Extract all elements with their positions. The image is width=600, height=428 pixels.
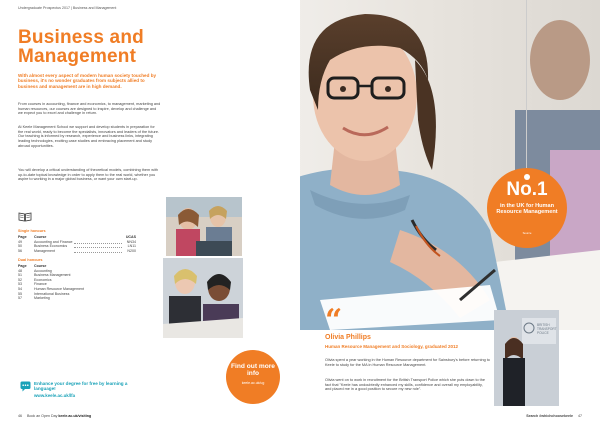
page-title-line-1: Business and xyxy=(18,27,144,48)
students-desk-photo xyxy=(166,197,242,256)
row-ucas: N200 xyxy=(127,248,136,253)
page-title-line-2: Management xyxy=(18,46,137,67)
row-page: 54 xyxy=(18,286,22,291)
row-page: 51 xyxy=(18,273,22,278)
page-number-right: 47 xyxy=(578,414,582,418)
row-course: Management xyxy=(34,248,55,253)
header-course: Course xyxy=(34,264,47,268)
row-course: Accounting xyxy=(34,268,52,273)
row-page: 53 xyxy=(18,282,22,287)
dot-leader xyxy=(74,252,122,253)
row-ucas: LN11 xyxy=(127,244,136,249)
ranking-source: Source xyxy=(522,231,532,235)
row-course: International Business xyxy=(34,291,70,296)
ranking-badge xyxy=(487,168,567,248)
search-hashtag: Search #whichchoosekeele xyxy=(526,414,573,418)
olivia-photo xyxy=(494,310,559,406)
row-course: Business Economics xyxy=(34,244,68,249)
row-page: 57 xyxy=(18,296,22,301)
row-course: Economics xyxy=(34,277,52,282)
intro-text: With almost every aspect of modern human society touched by business, it's no wonder graduates from subjects allied to business and management are in high demand. xyxy=(18,73,157,89)
profile-role: Human Resource Management and Sociology, graduated 2012 xyxy=(325,344,458,349)
page-title xyxy=(18,28,144,66)
row-course: Marketing xyxy=(34,296,50,301)
profile-paragraph-1: Olivia spent a year working in the Human Resource department for Sainsbury's before returning to Keele to study for the MA in Human Resource Management. xyxy=(325,358,490,367)
profile-paragraph-2: Olivia went on to work in recruitment for the British Transport Police which she puts down to the fact that "Keele has undoubtedly enhanced my skills, confidence and overall my employability, and placed me in a good position to secure my new role". xyxy=(325,378,485,392)
table-row xyxy=(18,296,136,301)
footer-right xyxy=(526,414,582,418)
students-desk-photo-art xyxy=(166,197,242,256)
row-page: 55 xyxy=(18,291,22,296)
single-honours-label: Single honours xyxy=(18,229,46,233)
two-women-photo-art xyxy=(163,258,243,338)
row-course: Human Resource Management xyxy=(34,286,84,291)
page-number-left: 46 xyxy=(18,414,22,418)
language-promo-link[interactable]: www.keele.ac.uk/lfa xyxy=(34,393,76,398)
ranking-text: in the UK for Human Resource Management xyxy=(496,203,558,216)
body-paragraph-3: You will develop a critical understanding of theoretical models, combining them with up-to-date topical knowledge in order to apply them to the real world, whether you aspire to working in a major global business, or want your own start-up. xyxy=(18,168,158,182)
header-page: Page xyxy=(18,264,27,268)
row-page: 56 xyxy=(18,248,22,253)
row-page: 48 xyxy=(18,268,22,273)
two-women-photo xyxy=(163,258,243,338)
svg-text:TRANSPORT: TRANSPORT xyxy=(537,327,557,331)
table-row xyxy=(18,249,136,254)
single-honours-table xyxy=(18,235,136,253)
row-page: 52 xyxy=(18,277,22,282)
profile-name: Olivia Phillips xyxy=(325,334,371,341)
footer-left xyxy=(18,414,91,418)
ranking-number: No.1 xyxy=(506,179,548,200)
open-book-icon xyxy=(18,212,32,222)
row-course: Business Management xyxy=(34,273,71,278)
olivia-photo-art xyxy=(494,310,559,406)
row-page: 50 xyxy=(18,244,22,249)
body-paragraph-2: At Keele Management School we support and develop students in preparation for the real world, ready to become the specialists, innovators and leaders of the future. Our teaching is informed by research, experience and business links, integrating leading technologies, exciting case studies and embracing placement and study abroad opportunities. xyxy=(18,125,159,148)
dual-honours-label: Dual honours xyxy=(18,258,43,262)
header-page: Page xyxy=(18,235,27,239)
dual-honours-table xyxy=(18,264,136,301)
row-ucas: NN34 xyxy=(126,239,136,244)
row-page: 49 xyxy=(18,239,22,244)
quote-icon: “ xyxy=(325,303,343,338)
find-out-more-badge[interactable] xyxy=(226,350,280,404)
badge-string xyxy=(526,0,527,180)
svg-text:BRITISH: BRITISH xyxy=(537,323,550,327)
body-paragraph-1: From courses in accounting, finance and economics, to management, marketing and human resources, our courses are designed to inspire, develop and challenge and we expect you to excel and challenge in return. xyxy=(18,102,161,116)
find-out-more-link[interactable]: keele.ac.uk/ug xyxy=(241,381,265,385)
running-header: Undergraduate Prospectus 2017 | Business and Management xyxy=(18,6,117,10)
language-promo-text: Enhance your degree for free by learning a language! xyxy=(34,381,128,392)
speech-bubble-icon xyxy=(20,381,31,392)
open-day-link[interactable]: keele.ac.uk/visiting xyxy=(58,414,92,418)
open-day-text: Book an Open Day xyxy=(27,414,58,418)
svg-text:POLICE: POLICE xyxy=(537,331,549,335)
header-ucas: UCAS xyxy=(125,235,136,239)
find-out-more-text: Find out more info xyxy=(231,363,275,377)
row-course: Accounting and Finance xyxy=(34,239,73,244)
header-course: Course xyxy=(34,235,47,239)
row-course: Finance xyxy=(34,282,47,287)
